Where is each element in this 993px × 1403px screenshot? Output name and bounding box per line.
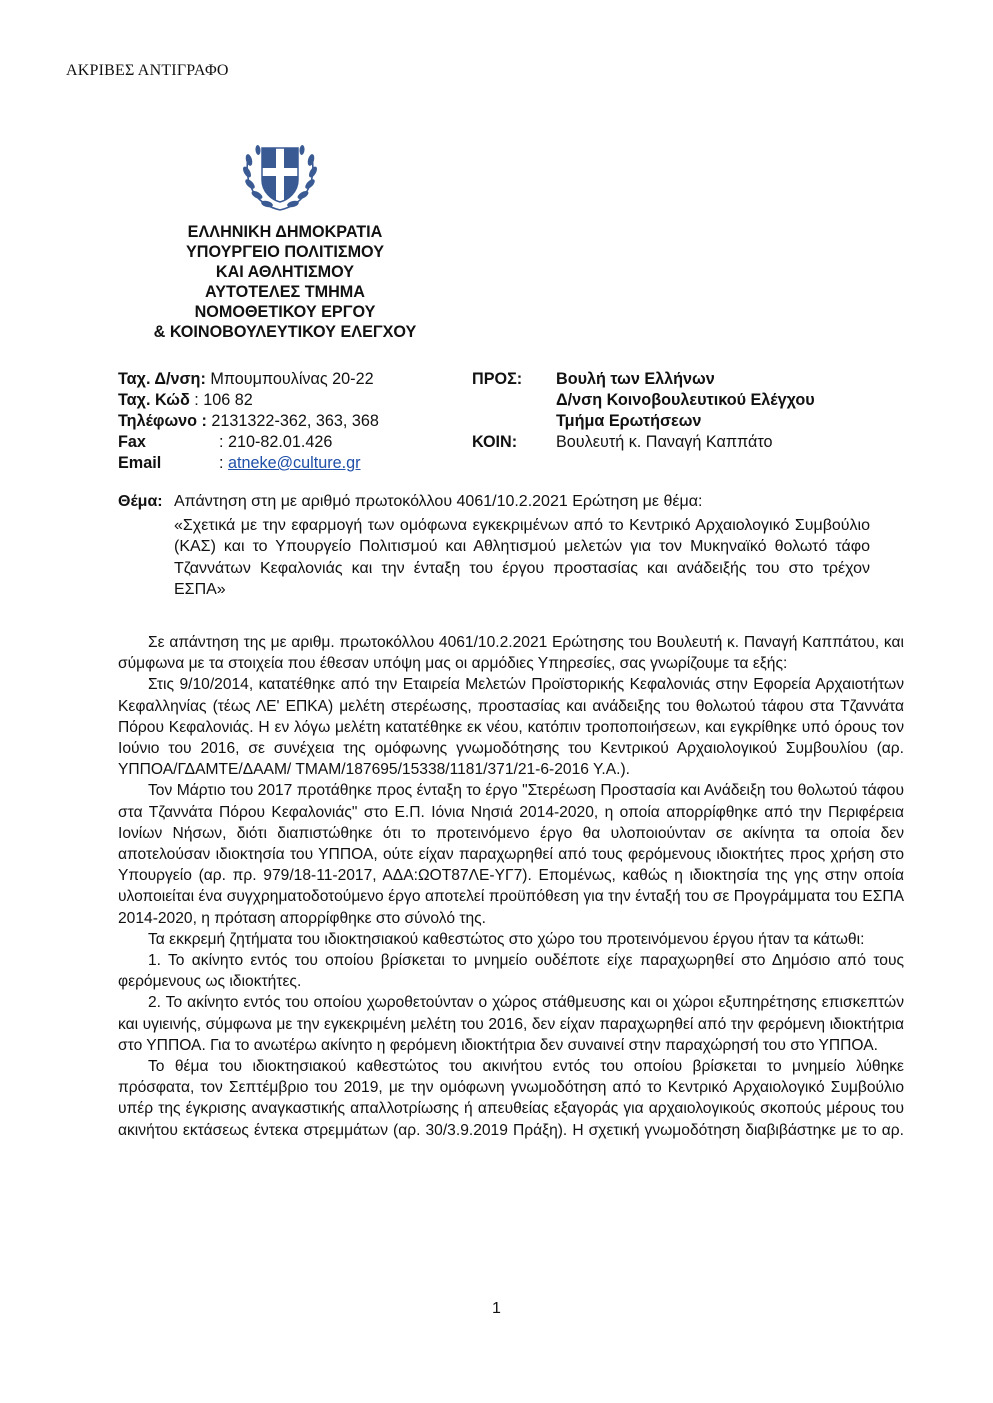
body-paragraph: Στις 9/10/2014, κατατέθηκε από την Εταιρεία Μελετών Προϊστορικής Κεφαλονιάς στην Εφορεία Αρχαιοτήτων Κεφαλληνίας (τέως ΛΕ' ΕΠΚΑ) μελέτη στερέωσης, προστασίας και ανάδειξης του θολωτού τάφου στα Τζαννάτα Πόρου Κεφαλονιάς. Η εν λόγω μελέτη κατατέθηκε εκ νέου, κατόπιν τροποποιήσεων, και εγκρίθηκε υπό όρους τον Ιούνιο του 2016, σε συνέχεια της ομόφωνης γνωμοδότησης του Κεντρικού Αρχαιολογικού Συμβουλίου (αρ. ΥΠΠΟΑ/ΓΔΑΜΤΕ/ΔΑΑΜ/ ΤΜΑΜ/187695/15338/1181/371/21-6-2016 Υ.Α.). [118, 676, 904, 779]
email-row [118, 453, 161, 474]
page-number: 1 [492, 1300, 501, 1317]
to-label: ΠΡΟΣ: [472, 370, 523, 388]
fax-value: : 210-82.01.426 [219, 433, 333, 451]
to-line: Δ/νση Κοινοβουλευτικού Ελέγχου [556, 391, 815, 409]
postcode-row [118, 390, 253, 411]
body-paragraph: Σε απάντηση της με αριθμ. πρωτοκόλλου 4061/10.2.2021 Ερώτησης του Βουλευτή κ. Παναγή Καππάτου, και σύμφωνα με τα στοιχεία που έθεσαν υπόψη μας οι αρμόδιες Υπηρεσίες, σας γνωρίζουμε τα εξής: [118, 634, 904, 673]
org-line: & ΚΟΙΝΟΒΟΥΛΕΥΤΙΚΟΥ ΕΛΕΓΧΟΥ [153, 323, 417, 341]
org-line: ΚΑΙ ΑΘΛΗΤΙΣΜΟΥ [215, 263, 355, 281]
list-item: 2. Το ακίνητο εντός του οποίου χωροθετούνταν ο χώρος στάθμευσης και οι χώροι εξυπηρέτησης επισκεπτών και υγιεινής, σύμφωνα με την εγκεκριμένη μελέτη του 2016, δεν είχαν παραχωρηθεί από την φερόμενη ιδιοκτήτρια στο ΥΠΠΟΑ. Για το ανωτέρω ακίνητο η φερόμενη ιδιοκτήτρια δεν συναινεί στην παραχώρησή του στο ΥΠΠΟΑ. [118, 994, 904, 1054]
phone-label: Τηλέφωνο : [118, 412, 207, 430]
fax-row [118, 432, 146, 453]
to-line: Βουλή των Ελλήνων [556, 370, 715, 388]
postcode-value: : 106 82 [189, 391, 253, 409]
cc-label: ΚΟΙΝ: [472, 433, 518, 451]
body-paragraph: Τα εκκρεμή ζητήματα του ιδιοκτησιακού καθεστώτος στο χώρο του προτεινόμενου έργου ήταν τα κάτωθι: [148, 930, 865, 948]
address-label: Ταχ. Δ/νση: [118, 370, 206, 388]
subject-line: Απάντηση στη με αριθμό πρωτοκόλλου 4061/10.2.2021 Ερώτηση με θέμα: [174, 493, 703, 510]
address-value: Μπουμπουλίνας 20-22 [205, 370, 374, 388]
email-value-row [219, 453, 361, 474]
cc-value: Βουλευτή κ. Παναγή Καππάτο [556, 433, 773, 451]
phone-row [118, 411, 379, 432]
org-line: ΑΥΤΟΤΕΛΕΣ ΤΜΗΜΑ [205, 283, 365, 301]
to-line: Τμήμα Ερωτήσεων [556, 412, 702, 430]
email-label: Email [118, 454, 162, 472]
postcode-label: Ταχ. Κώδ [118, 391, 190, 409]
body-paragraph: Τον Μάρτιο του 2017 προτάθηκε προς ένταξη το έργο "Στερέωση Προστασία και Ανάδειξη του θολωτού τάφου στα Τζαννάτα Πόρου Κεφαλονιάς" στο Ε.Π. Ιόνια Νησιά 2014-2020, η οποία απορρίφθηκε από την Περιφέρεια Ιονίων Νήσων, διότι διαπιστώθηκε ότι το προτεινόμενο έργο θα υλοποιούνταν σε ακίνητα τα οποία δεν αποτελούσαν ιδιοκτησία του ΥΠΠΟΑ, ούτε είχαν παραχωρηθεί από τους φερόμενους ιδιοκτήτες προς χρήση στο Υπουργείο (αρ. πρ. 979/18-11-2017, ΑΔΑ:ΩΟΤ87ΛΕ-ΥΓ7). Επομένως, καθώς η ιδιοκτησία της γης στην οποία υλοποιείται ένα συγχρηματοδοτούμενο έργο αποτελεί προϋπόθεση για την ένταξή του σε Προγράμματα του ΕΣΠΑ 2014-2020, η πρόταση απορρίφθηκε στο σύνολό της. [118, 782, 904, 927]
subject-label: Θέμα: [118, 493, 163, 510]
address-row [118, 369, 374, 390]
copy-note: ΑΚΡΙΒΕΣ ΑΝΤΙΓΡΑΦΟ [66, 62, 229, 79]
org-line: ΝΟΜΟΘΕΤΙΚΟΥ ΕΡΓΟΥ [194, 303, 376, 321]
subject-quote: «Σχετικά με την εφαρμογή των ομόφωνα εγκεκριμένων από το Κεντρικό Αρχαιολογικό Συμβούλιο (ΚΑΣ) και το Υπουργείο Πολιτισμού και Αθλητισμού μελετών για τον Μυκηναϊκό θολωτό τάφο Τζαννάτων Κεφαλονιάς και την ένταξη του έργου προστασίας και ανάδειξής του στο τρέχον ΕΣΠΑ» [174, 517, 870, 598]
fax-label: Fax [118, 433, 146, 451]
email-link[interactable]: atneke@culture.gr [228, 454, 361, 472]
phone-value: 2131322-362, 363, 368 [206, 412, 379, 430]
body-paragraph: Το θέμα του ιδιοκτησιακού καθεστώτος του ακινήτου εντός του οποίου βρίσκεται το μνημείο λύθηκε πρόσφατα, τον Σεπτέμβριο του 2019, με την ομόφωνη γνωμοδότηση από το Κεντρικό Αρχαιολογικό Συμβούλιο υπέρ της έγκρισης αναγκαστικής απαλλοτρίωσης ή απευθείας εξαγοράς για αρχαιολογικούς σκοπούς μέρους του ακινήτου εκτάσεως έντεκα στρεμμάτων (αρ. 30/3.9.2019 Πράξη). Η σχετική γνωμοδότηση διαβιβάστηκε με το αρ. [118, 1058, 904, 1139]
org-line: ΥΠΟΥΡΓΕΙΟ ΠΟΛΙΤΙΣΜΟΥ [186, 243, 384, 261]
org-line: ΕΛΛΗΝΙΚΗ ΔΗΜΟΚΡΑΤΙΑ [187, 223, 383, 241]
organization-header [120, 222, 450, 342]
email-separator: : [219, 454, 224, 472]
letter-body [118, 632, 904, 1141]
list-item: 1. Το ακίνητο εντός του οποίου βρίσκεται το μνημείο ουδέποτε είχε παραχωρηθεί στο Δημόσιο από τους φερόμενους ως ιδιοκτήτες. [118, 952, 904, 991]
coat-of-arms-emblem [236, 130, 324, 218]
